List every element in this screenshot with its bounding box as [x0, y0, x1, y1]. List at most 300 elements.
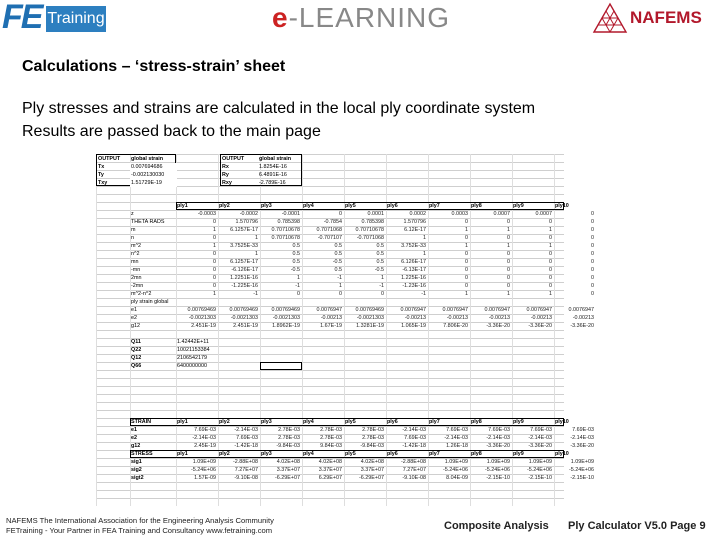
global-strain-cell: 2.451E-19	[233, 323, 258, 329]
transform-cell: 0	[507, 251, 510, 257]
stress-cell: 1.57E-09	[194, 475, 216, 481]
transform-cell: 1	[465, 291, 468, 297]
elearning-logo	[272, 2, 450, 34]
strain-cell: 2.78E-03	[320, 435, 342, 441]
ply-header-8: ply8	[471, 203, 482, 209]
strain-cell: 7.69E-03	[194, 427, 216, 433]
transform-cell: -1	[379, 283, 384, 289]
strain-ply-header: ply8	[471, 419, 482, 425]
global-strain-cell: -0.0021303	[356, 315, 384, 321]
transform-cell: 0.5	[292, 259, 300, 265]
grid-row-line	[96, 370, 564, 371]
transform-cell: 0	[381, 291, 384, 297]
stress-cell: 7.27E+07	[402, 467, 426, 473]
global-strain-cell: -0.00213	[572, 315, 594, 321]
stress-cell: 1.09E+09	[486, 459, 510, 465]
stiffness-value: 6400000000	[177, 363, 207, 369]
stress-cell: -2.15E-10	[486, 475, 510, 481]
selected-cell	[260, 362, 302, 370]
transform-cell: 0.5	[376, 243, 384, 249]
global-strain-cell: -0.0021303	[188, 315, 216, 321]
grid-row-line	[96, 386, 564, 387]
strain-cell: 7.69E-03	[572, 427, 594, 433]
global-strain-cell: -0.00213	[404, 315, 426, 321]
global-strain-cell: 0.00769469	[271, 307, 300, 313]
ply-header-5: ply5	[345, 203, 356, 209]
strain-ply-header: ply1	[177, 419, 188, 425]
transform-cell: -0.5	[332, 259, 342, 265]
stress-ply-header: ply1	[177, 451, 188, 457]
transform-cell: 0.0002	[409, 211, 426, 217]
transform-cell: -1.23E-16	[402, 283, 426, 289]
stiffness-label: Q12	[131, 355, 142, 361]
global-strain-cell: 1.8962E-19	[272, 323, 300, 329]
transform-cell: 0	[213, 235, 216, 241]
transform-cell: 0	[591, 235, 594, 241]
global-strain-cell: 0.0076947	[442, 307, 468, 313]
global-strain-cell: 7.806E-20	[443, 323, 468, 329]
strain-cell: 7.69E-03	[488, 427, 510, 433]
stress-cell: 1.09E+09	[570, 459, 594, 465]
stress-cell: -5.24E+06	[526, 467, 552, 473]
stress-ply-header: ply9	[513, 451, 524, 457]
transform-cell: 0.70710678	[271, 235, 300, 241]
transform-row-label: m^2-n^2	[131, 291, 152, 297]
transform-cell: 0.0003	[451, 211, 468, 217]
global-strain-cell: 2.451E-19	[191, 323, 216, 329]
stiffness-value: 1.42442E+11	[177, 339, 209, 345]
description-line-1: Ply stresses and strains are calculated in the local ply coordinate system	[22, 100, 536, 117]
grid-row-line	[96, 498, 564, 499]
footer-fetraining-line: FETraining - Your Partner in FEA Training and Consultancy www.fetraining.com	[6, 526, 273, 535]
transform-cell: 0	[549, 267, 552, 273]
transform-cell: 1	[213, 243, 216, 249]
strain-row-label: e2	[131, 435, 137, 441]
output-left-label: Ty	[98, 172, 104, 178]
global-strain-row-label: g12	[131, 323, 140, 329]
stress-cell: 1.09E+09	[528, 459, 552, 465]
stress-cell: -6.29E+07	[274, 475, 300, 481]
transform-cell: 1	[381, 275, 384, 281]
transform-cell: 0.70710678	[355, 227, 384, 233]
transform-cell: 0	[465, 235, 468, 241]
strain-cell: 7.69E-03	[236, 435, 258, 441]
stress-ply-header: ply4	[303, 451, 314, 457]
stiffness-label: Q22	[131, 347, 142, 353]
stress-cell: -5.24E+06	[190, 467, 216, 473]
elearning-rest: -LEARNING	[288, 2, 451, 33]
stress-cell: 4.02E+08	[318, 459, 342, 465]
global-strain-cell: -0.00213	[488, 315, 510, 321]
transform-cell: 0.785398	[277, 219, 300, 225]
transform-cell: 0	[507, 235, 510, 241]
output-right-label: Ry	[222, 172, 229, 178]
transform-cell: 0	[549, 283, 552, 289]
global-strain-cell: -3.36E-20	[528, 323, 552, 329]
output-left-header-a: OUTPUT	[98, 156, 121, 162]
transform-cell: -0.5	[374, 267, 384, 273]
strain-cell: -9.84E-03	[276, 443, 300, 449]
nafems-mesh-icon	[592, 2, 628, 34]
grid-row-line	[96, 482, 564, 483]
global-strain-cell: -3.36E-20	[570, 323, 594, 329]
grid-row-line	[96, 410, 564, 411]
stiffness-label: Q11	[131, 339, 141, 345]
stiffness-value: 10021153384	[177, 347, 210, 353]
transform-cell: 0	[507, 283, 510, 289]
transform-cell: 6.126E-17	[401, 259, 426, 265]
transform-cell: 1	[255, 251, 258, 257]
slide-title: Calculations – ‘stress-strain’ sheet	[22, 58, 286, 75]
transform-cell: 0	[213, 219, 216, 225]
grid-row-line	[96, 194, 564, 195]
grid-row-line	[96, 490, 564, 491]
stress-ply-header: ply7	[429, 451, 440, 457]
global-strain-cell: 0.00769469	[229, 307, 258, 313]
output-right-label: Rx	[222, 164, 229, 170]
transform-cell: 6.1257E-17	[230, 259, 258, 265]
stress-row-label: sig2	[131, 467, 142, 473]
strain-ply-header: ply3	[261, 419, 272, 425]
transform-row-label: THETA RADS	[131, 219, 165, 225]
transform-cell: 6.1257E-17	[230, 227, 258, 233]
global-strain-cell: -0.00213	[446, 315, 468, 321]
output-left-value: 0.007694686	[130, 163, 177, 171]
strain-cell: 2.78E-03	[362, 435, 384, 441]
stress-ply-header: ply10	[555, 451, 569, 457]
global-strain-row-label: e1	[131, 307, 137, 313]
stress-cell: 7.27E+07	[234, 467, 258, 473]
strain-cell: -3.36E-20	[528, 443, 552, 449]
stress-cell: 1.09E+09	[444, 459, 468, 465]
transform-cell: 0	[549, 275, 552, 281]
stress-row-label: sig1	[131, 459, 142, 465]
transform-cell: 0.5	[334, 267, 342, 273]
transform-cell: 0.5	[334, 251, 342, 257]
strain-ply-header: ply5	[345, 419, 356, 425]
transform-cell: -1	[337, 275, 342, 281]
global-strain-cell: 1.065E-19	[401, 323, 426, 329]
transform-cell: 1	[423, 235, 426, 241]
ply-header-2: ply2	[219, 203, 230, 209]
transform-row-label: n^2	[131, 251, 140, 257]
strain-ply-header: ply2	[219, 419, 230, 425]
stress-cell: -2.88E+08	[232, 459, 258, 465]
ply-header-6: ply6	[387, 203, 398, 209]
transform-cell: 1	[339, 283, 342, 289]
transform-cell: 0	[507, 267, 510, 273]
transform-row-label: m	[131, 227, 136, 233]
transform-cell: 6.12E-17	[404, 227, 426, 233]
stress-cell: -2.15E-10	[570, 475, 594, 481]
transform-cell: 0.5	[376, 251, 384, 257]
stress-cell: 3.37E+07	[318, 467, 342, 473]
description-line-2: Results are passed back to the main page	[22, 123, 321, 140]
global-strain-cell: 0.0076947	[316, 307, 342, 313]
strain-cell: 1.26E-18	[446, 443, 468, 449]
transform-cell: 0.785398	[361, 219, 384, 225]
transform-cell: -0.7854	[323, 219, 342, 225]
strain-cell: -2.14E-03	[402, 427, 426, 433]
transform-cell: 1	[549, 227, 552, 233]
global-strain-cell: -3.36E-20	[486, 323, 510, 329]
ply-header-9: ply9	[513, 203, 524, 209]
global-strain-cell: -0.0021303	[272, 315, 300, 321]
strain-cell: -9.84E-03	[360, 443, 384, 449]
stress-section-label: STRESS	[131, 451, 153, 457]
strain-cell: -2.14E-03	[444, 435, 468, 441]
transform-cell: 0.0007	[493, 211, 510, 217]
strain-section-label: STRAIN	[131, 419, 152, 425]
strain-ply-header: ply4	[303, 419, 314, 425]
grid-col-line	[96, 154, 97, 506]
strain-cell: 7.69E-03	[446, 427, 468, 433]
transform-cell: 1	[465, 243, 468, 249]
global-strain-cell: -0.00213	[320, 315, 342, 321]
transform-cell: 0.0007	[535, 211, 552, 217]
spreadsheet-screenshot	[96, 154, 594, 506]
output-right-label: Rxy	[222, 180, 232, 186]
transform-cell: 0	[591, 283, 594, 289]
stress-ply-header: ply2	[219, 451, 230, 457]
transform-cell: 0.0001	[367, 211, 384, 217]
transform-cell: 0	[591, 259, 594, 265]
global-strain-row-label: e2	[131, 315, 137, 321]
strain-ply-header: ply7	[429, 419, 440, 425]
strain-cell: -3.36E-20	[486, 443, 510, 449]
ply-header-3: ply3	[261, 203, 272, 209]
strain-ply-header: ply9	[513, 419, 524, 425]
training-logo-text: Training	[46, 6, 106, 32]
output-left-label: Txy	[98, 180, 108, 186]
strain-cell: -1.42E-18	[402, 443, 426, 449]
global-strain-cell: 0.0076947	[526, 307, 552, 313]
transform-cell: 1	[507, 291, 510, 297]
nafems-logo-text: NAFEMS	[630, 8, 702, 27]
transform-cell: 1	[465, 227, 468, 233]
strain-cell: 9.84E-03	[320, 443, 342, 449]
transform-cell: 0	[507, 275, 510, 281]
transform-cell: 0	[465, 267, 468, 273]
transform-cell: 0	[339, 291, 342, 297]
stress-cell: -2.15E-10	[528, 475, 552, 481]
footer-page-info: Ply Calculator V5.0 Page 9	[568, 520, 706, 532]
stress-cell: -5.24E+06	[568, 467, 594, 473]
stress-ply-header: ply8	[471, 451, 482, 457]
nafems-logo	[592, 2, 718, 34]
transform-cell: -6.126E-17	[231, 267, 258, 273]
strain-cell: -2.14E-03	[234, 427, 258, 433]
transform-cell: 0.5	[376, 259, 384, 265]
output-right-value: 6.4891E-16	[259, 172, 287, 178]
transform-cell: -6.13E-17	[402, 267, 426, 273]
output-right-value: 1.8254E-16	[259, 164, 287, 170]
transform-row-label: mn	[131, 259, 139, 265]
stress-cell: -6.29E+07	[358, 475, 384, 481]
transform-cell: 0	[591, 227, 594, 233]
fe-logo-text: FE	[2, 0, 42, 36]
transform-cell: 0	[549, 235, 552, 241]
footer-course-title: Composite Analysis	[444, 520, 549, 532]
global-strain-cell: 1.3281E-19	[356, 323, 384, 329]
stress-ply-header: ply5	[345, 451, 356, 457]
stress-cell: 1.09E+09	[192, 459, 216, 465]
transform-cell: 0	[549, 251, 552, 257]
strain-cell: -1.42E-18	[234, 443, 258, 449]
transform-cell: 0	[591, 275, 594, 281]
transform-cell: 0	[213, 251, 216, 257]
transform-cell: 0	[465, 275, 468, 281]
grid-row-line	[96, 402, 564, 403]
transform-cell: 0	[213, 283, 216, 289]
strain-cell: 7.69E-03	[404, 435, 426, 441]
transform-row-label: 2mn	[131, 275, 142, 281]
global-strain-cell: 1.67E-19	[320, 323, 342, 329]
stress-cell: 6.29E+07	[318, 475, 342, 481]
transform-cell: 0	[465, 259, 468, 265]
stress-cell: 3.37E+07	[276, 467, 300, 473]
ply-header-4: ply4	[303, 203, 314, 209]
global-strain-cell: 0.0076947	[484, 307, 510, 313]
transform-cell: 0	[213, 275, 216, 281]
stress-cell: 4.02E+08	[360, 459, 384, 465]
transform-row-label: z	[131, 211, 134, 217]
transform-cell: 1	[213, 291, 216, 297]
grid-row-line	[96, 330, 564, 331]
footer-credits	[6, 516, 274, 536]
transform-cell: -1	[421, 291, 426, 297]
transform-cell: 0	[465, 219, 468, 225]
transform-cell: -0.0003	[197, 211, 216, 217]
transform-cell: 0	[507, 219, 510, 225]
transform-cell: 0	[213, 267, 216, 273]
transform-row-label: n	[131, 235, 134, 241]
strain-cell: -2.14E-03	[192, 435, 216, 441]
transform-cell: 0	[339, 211, 342, 217]
transform-cell: 1	[549, 243, 552, 249]
transform-cell: 0	[591, 251, 594, 257]
transform-cell: -0.7071068	[356, 235, 384, 241]
transform-cell: -1	[295, 283, 300, 289]
output-right-value: -2.789E-16	[259, 180, 286, 186]
transform-cell: 3.7525E-33	[230, 243, 258, 249]
output-left-header-b: global strain	[131, 156, 164, 162]
transform-cell: 0	[549, 219, 552, 225]
transform-cell: 1	[549, 291, 552, 297]
stress-cell: 3.37E+07	[360, 467, 384, 473]
fe-training-logo	[2, 2, 106, 36]
transform-row-label: -mn	[131, 267, 141, 273]
strain-cell: -2.14E-03	[528, 435, 552, 441]
stiffness-label: Q66	[131, 363, 142, 369]
strain-row-label: e1	[131, 427, 137, 433]
transform-cell: -0.0001	[281, 211, 300, 217]
transform-cell: 1	[297, 275, 300, 281]
strain-ply-header: ply10	[555, 419, 569, 425]
transform-cell: 0.5	[292, 243, 300, 249]
global-strain-cell: 0.00769469	[187, 307, 216, 313]
transform-cell: 1.570796	[235, 219, 258, 225]
output-left-value: 1.51729E-19	[130, 179, 177, 187]
strain-cell: 7.69E-03	[530, 427, 552, 433]
transform-cell: 0	[465, 283, 468, 289]
strain-cell: 2.45E-19	[194, 443, 216, 449]
ply-header-7: ply7	[429, 203, 440, 209]
transform-cell: 0	[507, 259, 510, 265]
output-left-label: Tx	[98, 164, 105, 170]
stress-cell: -5.24E+06	[484, 467, 510, 473]
ply-header-10: ply10	[555, 203, 569, 209]
stress-cell: 4.02E+08	[276, 459, 300, 465]
strain-cell: 2.78E-03	[362, 427, 384, 433]
stress-cell: -9.10E-08	[402, 475, 426, 481]
transform-cell: 0	[591, 291, 594, 297]
transform-cell: 1	[255, 235, 258, 241]
transform-cell: 1	[213, 227, 216, 233]
transform-cell: -0.707107	[317, 235, 342, 241]
strain-cell: 2.78E-03	[278, 435, 300, 441]
output-left-value: -0.002130030	[130, 171, 177, 179]
stress-row-label: sigt2	[131, 475, 144, 481]
stress-cell: 8.04E-09	[446, 475, 468, 481]
transform-cell: 0.5	[334, 243, 342, 249]
global-strain-cell: -0.0021303	[230, 315, 258, 321]
stress-cell: -5.24E+06	[442, 467, 468, 473]
transform-cell: 0	[465, 251, 468, 257]
transform-cell: -0.5	[290, 267, 300, 273]
grid-row-line	[96, 394, 564, 395]
transform-cell: -0.0002	[239, 211, 258, 217]
transform-cell: 1	[507, 243, 510, 249]
transform-cell: 0	[549, 259, 552, 265]
transform-cell: 0	[591, 267, 594, 273]
strain-cell: 2.78E-03	[320, 427, 342, 433]
transform-cell: 1.225E-16	[401, 275, 426, 281]
transform-cell: 1.2251E-16	[230, 275, 258, 281]
transform-cell: 0.70710678	[271, 227, 300, 233]
output-right-header-a: OUTPUT	[222, 156, 245, 162]
output-right-header-b: global strain	[259, 156, 292, 162]
strain-cell: -3.36E-20	[570, 443, 594, 449]
transform-cell: 1	[507, 227, 510, 233]
global-strain-cell: -0.00213	[530, 315, 552, 321]
global-strain-cell: 0.0076947	[568, 307, 594, 313]
strain-cell: -2.14E-03	[570, 435, 594, 441]
strain-ply-header: ply6	[387, 419, 398, 425]
grid-row-line	[96, 378, 564, 379]
transform-cell: -1	[253, 291, 258, 297]
stress-cell: -9.10E-08	[234, 475, 258, 481]
strain-row-label: g12	[131, 443, 141, 449]
stress-ply-header: ply6	[387, 451, 398, 457]
ply-header-1: ply1	[177, 203, 188, 209]
strain-cell: 2.78E-03	[278, 427, 300, 433]
footer-nafems-line: NAFEMS The International Association for the Engineering Analysis Community	[6, 516, 274, 525]
transform-row-label: m^2	[131, 243, 142, 249]
stress-ply-header: ply3	[261, 451, 272, 457]
transform-cell: -1.225E-16	[231, 283, 258, 289]
transform-cell: 0	[591, 219, 594, 225]
transform-cell: 0	[297, 291, 300, 297]
transform-cell: 1	[423, 251, 426, 257]
transform-cell: 0	[213, 259, 216, 265]
transform-row-label: -2mn	[131, 283, 144, 289]
transform-cell: 3.752E-33	[401, 243, 426, 249]
transform-cell: 0	[591, 211, 594, 217]
transform-cell: 0.7071068	[316, 227, 342, 233]
elearning-e: e	[272, 2, 289, 33]
stress-cell: -2.88E+08	[400, 459, 426, 465]
